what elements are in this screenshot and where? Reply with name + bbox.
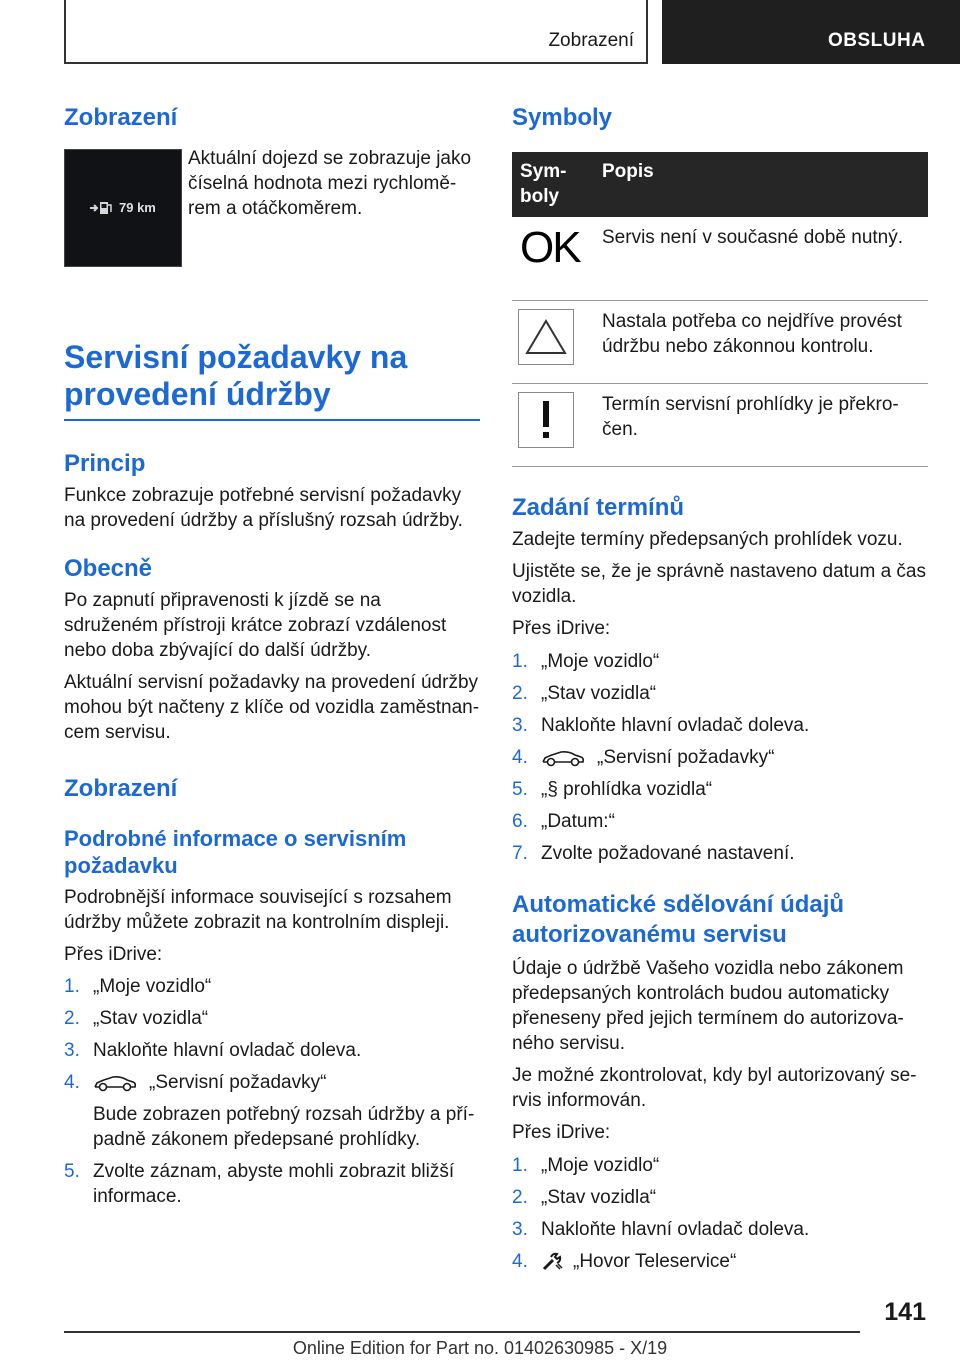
header-section-title: Zobrazení [548,30,634,51]
step-number: 2. [512,1187,528,1208]
zobrazeni2-heading: Zobrazení [64,775,178,802]
left-steps-list [64,974,480,1209]
step-number: 1. [512,1155,528,1176]
via-idrive-label: Přes iDrive: [64,944,163,965]
range-icon [89,200,115,216]
step-note: Bude zobrazen potřebný rozsah údržby a případně zákonem předepsané prohlídky. [93,1104,475,1150]
list-item [512,1153,928,1178]
table-header-row [512,152,928,217]
symbols-table [512,152,928,467]
table-cell: Termín servisní prohlídky je překročen. [602,394,899,440]
car-icon [93,1075,137,1093]
step-number: 5. [512,779,528,800]
right-column [512,104,928,1274]
right-steps-list-2 [512,1153,928,1274]
via-idrive-label-2: Přes iDrive: [512,1122,611,1143]
list-item [512,681,928,706]
princip-heading: Princip [64,450,146,477]
list-item [512,841,928,866]
list-item [512,809,928,834]
table-header-description: Popis [602,161,654,182]
obecne-paragraph-1: Po zapnutí připravenosti k jízdě se na sdruženém přístroji krátce zobrazí vzdálenost nebo doba zbývající do další údržby. [64,590,447,661]
table-row [512,217,928,301]
display-block [64,149,480,299]
car-icon [541,750,585,768]
step-number: 4. [512,1251,528,1272]
princip-text: Funkce zobrazuje potřebné servisní požadavky na provedení údržby a příslušný rozsah údržby. [64,485,463,531]
step-text: „Stav vozidla“ [93,1008,209,1029]
zadani-heading: Zadání termínů [512,494,685,521]
exclamation-icon [518,392,574,448]
step-number: 3. [64,1040,80,1061]
left-column [64,104,480,1209]
podrobne-text: Podrobnější informace související s rozsahem údržby můžete zobrazit na kontrolním displeji. [64,887,452,933]
auto-paragraph-2: Je možné zkontrolovat, kdy byl autorizovaný servis informován. [512,1065,917,1111]
table-cell: Servis není v současné době nutný. [602,227,904,248]
step-text: Nakloňte hlavní ovladač doleva. [541,1219,810,1240]
step-number: 1. [64,976,80,997]
podrobne-heading: Podrobné informace o servisním požadavku [64,826,407,878]
footer-edition: Online Edition for Part no. 01402630985 - X/19 [292,1338,668,1358]
page-number: 141 [884,1298,926,1326]
right-steps-list [512,649,928,866]
step-text: „Servisní požadavky“ [597,747,775,768]
step-text: Nakloňte hlavní ovladač doleva. [541,715,810,736]
step-number: 7. [512,843,528,864]
list-item [512,1249,928,1274]
step-text: Zvolte požadované nastavení. [541,843,795,864]
step-text: „§ prohlídka vozidla“ [541,779,713,800]
table-cell: Nastala potřeba co nejdříve provést údržbu nebo zákonnou kontrolu. [602,311,902,357]
list-item [512,745,928,770]
auto-paragraph-1: Údaje o údržbě Vašeho vozidla nebo zákonem předepsaných kontrolách budou automaticky přeneseny před jejich termínem do autorizovaného servisu. [512,958,904,1054]
step-number: 1. [512,651,528,672]
display-description: Aktuální dojezd se zobrazuje jako číselná hodnota mezi rychloměrem a otáčkoměrem. [188,148,472,219]
step-number: 4. [512,747,528,768]
table-header-symbols: Symboly [520,161,567,207]
zadani-paragraph-1: Zadejte termíny předepsaných prohlídek vozu. [512,529,903,550]
list-item [512,777,928,802]
list-item [512,713,928,738]
header-chapter-box [662,0,960,64]
warning-triangle-icon [518,309,574,365]
step-text: Nakloňte hlavní ovladač doleva. [93,1040,362,1061]
step-number: 2. [64,1008,80,1029]
main-heading: Servisní požadavky na provedení údržby [64,339,408,412]
step-text: „Servisní požadavky“ [149,1072,327,1093]
step-text: „Stav vozidla“ [541,1187,657,1208]
zadani-paragraph-2: Ujistěte se, že je správně nastaveno datum a čas vozidla. [512,561,927,607]
list-item [64,1038,480,1063]
step-text: „Moje vozidlo“ [93,976,212,997]
display-image [64,149,182,267]
step-text: Zvolte záznam, abyste mohli zobrazit bližší informace. [93,1161,455,1207]
header-chapter-title: OBSLUHA [828,30,926,51]
list-item [64,1070,480,1152]
list-item [512,1217,928,1242]
footer-rule [64,1331,860,1333]
main-heading-rule [64,419,480,421]
auto-heading: Automatické sdělování údajů autorizovanému servisu [512,891,845,948]
step-text: „Stav vozidla“ [541,683,657,704]
list-item [512,1185,928,1210]
header-section-box [64,0,648,64]
list-item [64,1159,480,1209]
step-number: 3. [512,715,528,736]
list-item [512,649,928,674]
step-number: 3. [512,1219,528,1240]
step-text: „Hovor Teleservice“ [573,1251,737,1272]
table-row [512,301,928,384]
list-item [64,1006,480,1031]
step-text: „Moje vozidlo“ [541,1155,660,1176]
via-idrive-label: Přes iDrive: [512,618,611,639]
step-text: „Datum:“ [541,811,615,832]
step-number: 4. [64,1072,80,1093]
list-item [64,974,480,999]
wrench-icon [541,1252,563,1272]
table-row [512,384,928,467]
step-number: 5. [64,1161,80,1182]
ok-icon: OK [520,223,580,272]
obecne-heading: Obecně [64,555,153,582]
step-number: 6. [512,811,528,832]
display-range-value: 79 km [119,200,156,215]
step-text: „Moje vozidlo“ [541,651,660,672]
obecne-paragraph-2: Aktuální servisní požadavky na provedení údržby mohou být načteny z klíče od vozidla zaměstnancem servisu. [64,672,480,743]
symboly-heading: Symboly [512,104,613,131]
step-number: 2. [512,683,528,704]
zobrazeni-heading: Zobrazení [64,104,178,131]
